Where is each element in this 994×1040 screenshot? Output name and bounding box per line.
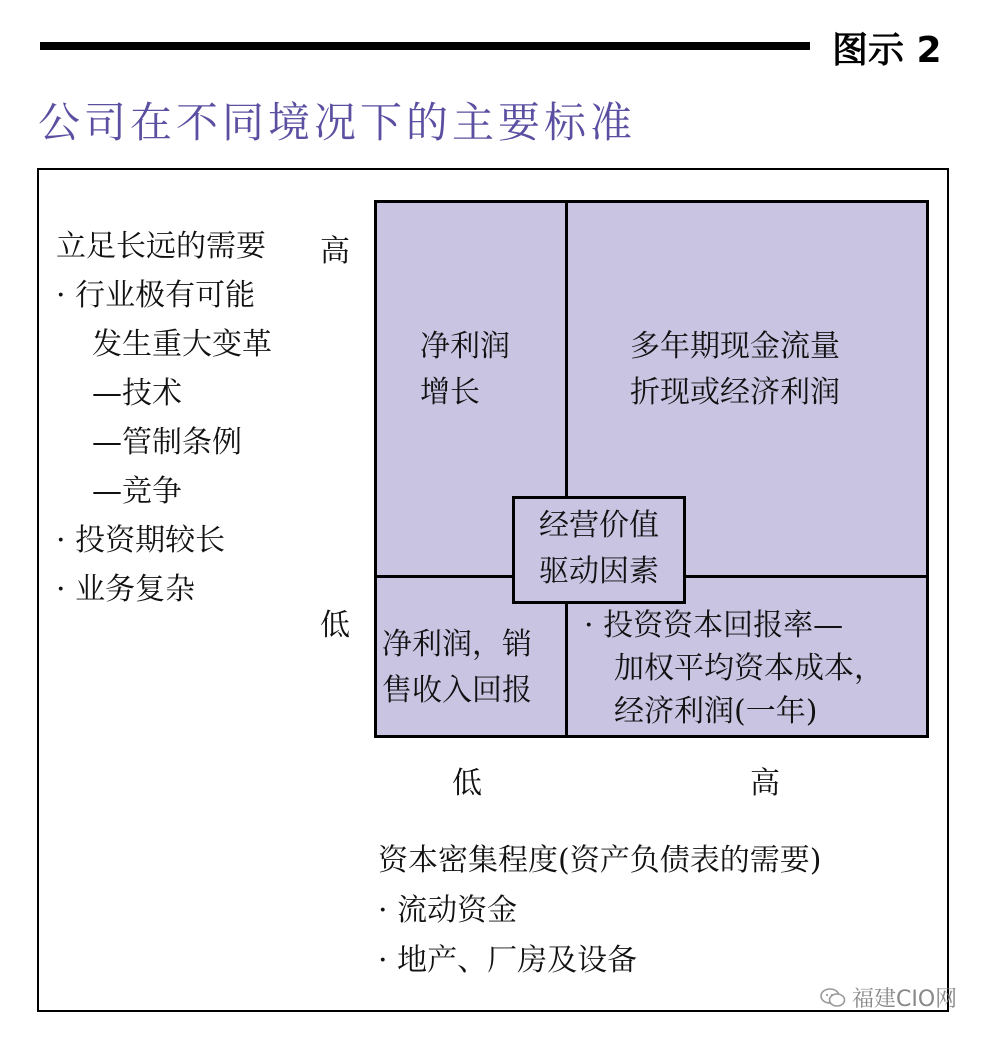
- y-axis-item: —技术: [92, 376, 182, 411]
- y-axis-item: · 行业极有可能: [56, 278, 256, 313]
- top-rule: [40, 42, 810, 50]
- x-axis-item: · 流动资金: [378, 893, 518, 928]
- cell-text-line: 经济利润(一年): [614, 694, 818, 729]
- criteria-matrix: [374, 200, 929, 738]
- cell-text-line: 加权平均资本成本，: [614, 651, 884, 686]
- center-text-line: 经营价值: [539, 508, 659, 543]
- y-axis-item: —管制条例: [92, 425, 242, 460]
- figure-label: 图示 2: [832, 30, 942, 71]
- cell-top-left-text: [420, 324, 510, 416]
- cell-text-line: · 投资资本回报率—: [584, 608, 844, 643]
- y-axis-item: 发生重大变革: [92, 327, 272, 362]
- y-axis-item: · 业务复杂: [56, 572, 196, 607]
- cell-top-right-text: [630, 324, 840, 416]
- page-title: 公司在不同境况下的主要标准: [38, 98, 637, 147]
- y-axis-description: [56, 222, 272, 614]
- cell-text-line: 增长: [420, 375, 480, 410]
- cell-bottom-left-text: [382, 622, 532, 714]
- y-axis-low-label: 低: [320, 608, 350, 643]
- x-axis-high-label: 高: [750, 766, 780, 801]
- y-axis-item: · 投资期较长: [56, 523, 226, 558]
- watermark-text: 福建CIO网: [852, 987, 958, 1012]
- cell-bottom-right-text: [584, 604, 884, 733]
- chat-bubbles-icon: [820, 987, 846, 1009]
- y-axis-item: —竞争: [92, 474, 182, 509]
- cell-text-line: 多年期现金流量: [630, 329, 840, 364]
- cell-text-line: 净利润: [420, 329, 510, 364]
- cell-text-line: 折现或经济利润: [630, 375, 840, 410]
- watermark: [820, 982, 957, 1013]
- cell-text-line: 净利润，销: [382, 627, 532, 662]
- y-axis-heading: 立足长远的需要: [56, 229, 266, 264]
- cell-text-line: 售收入回报: [382, 673, 532, 708]
- value-drivers-box: [512, 496, 686, 604]
- x-axis-description: [378, 836, 821, 986]
- center-text-line: 驱动因素: [539, 554, 659, 589]
- x-axis-item: · 地产、厂房及设备: [378, 943, 638, 978]
- x-axis-heading: 资本密集程度(资产负债表的需要): [378, 843, 822, 878]
- x-axis-low-label: 低: [452, 766, 482, 801]
- y-axis-high-label: 高: [320, 234, 350, 269]
